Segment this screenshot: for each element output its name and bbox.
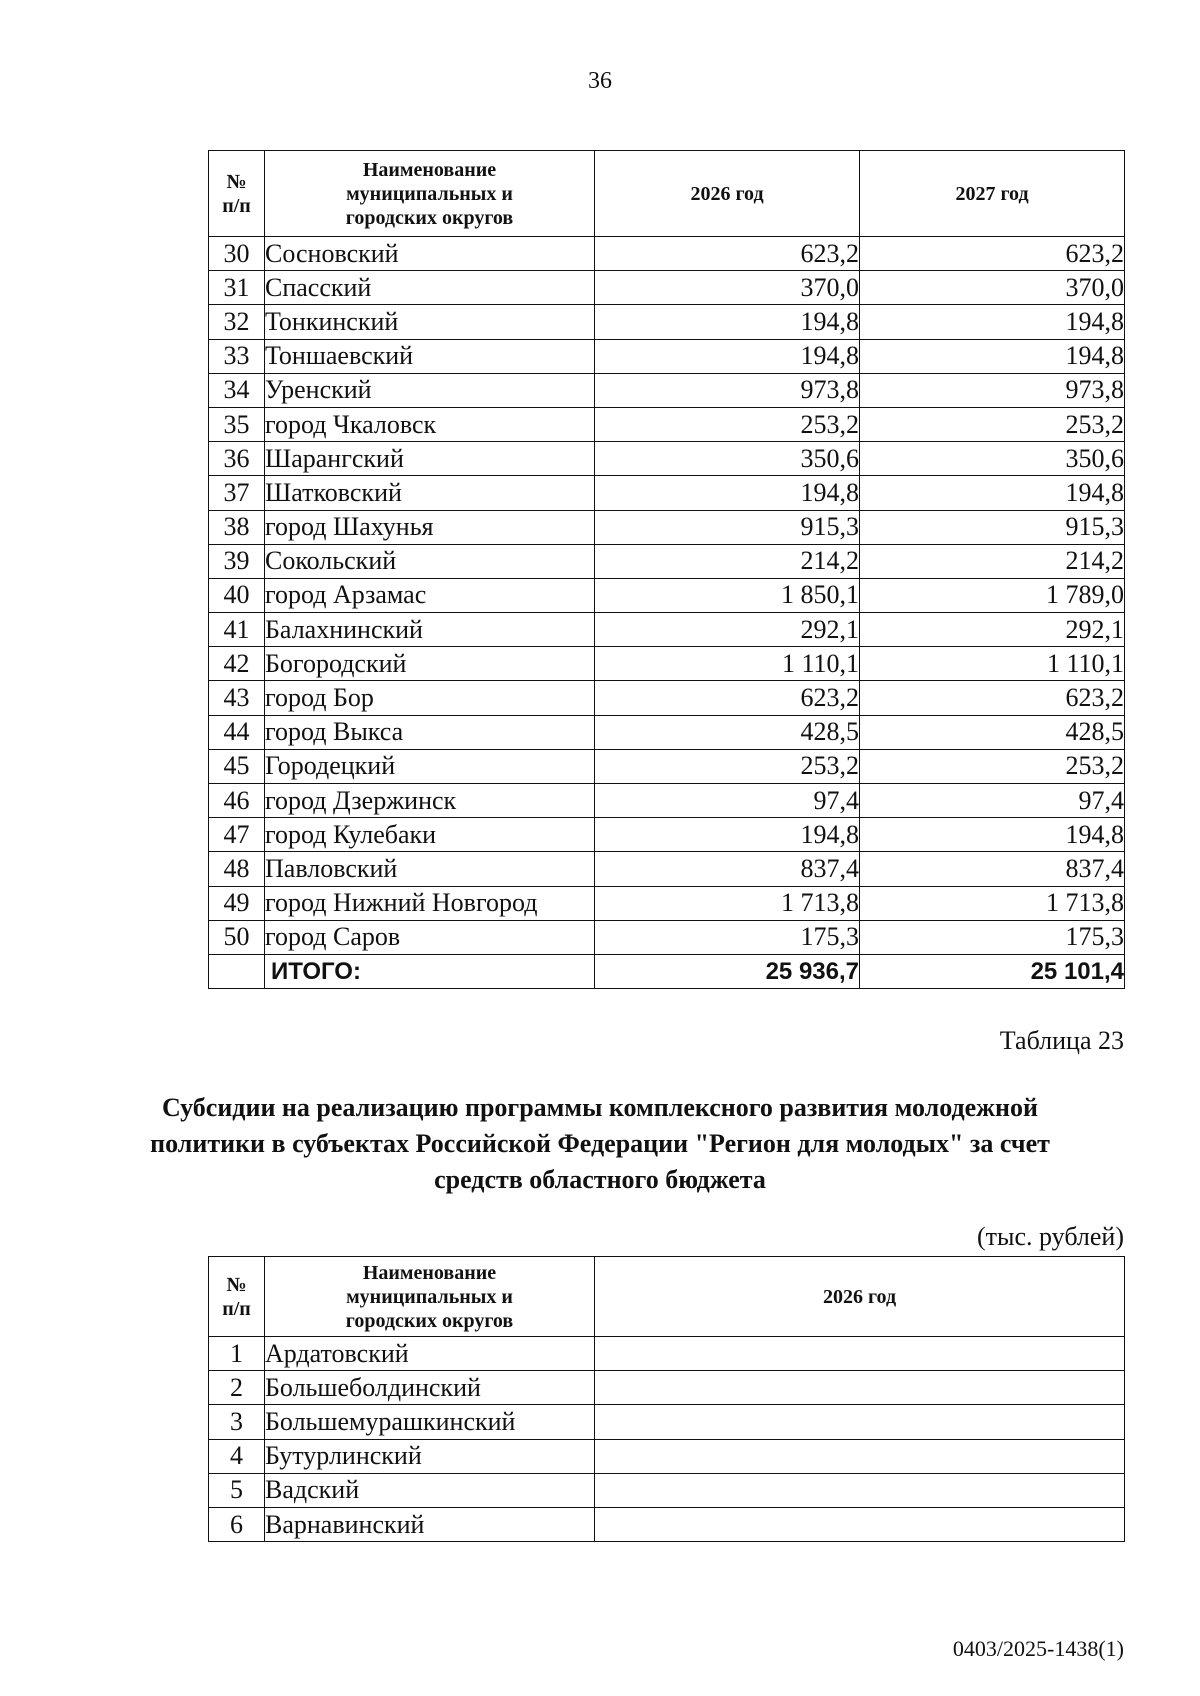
row-value-2026: 1 850,1 bbox=[595, 578, 860, 612]
table-row bbox=[209, 1337, 1125, 1371]
row-name: Большемурашкинский bbox=[265, 1405, 595, 1439]
table-label: Таблица 23 bbox=[999, 1026, 1124, 1055]
row-name: Ардатовский bbox=[265, 1337, 595, 1371]
row-value-2026: 370,0 bbox=[595, 271, 860, 305]
row-name: Городецкий bbox=[265, 749, 595, 783]
row-value-2026: 253,2 bbox=[595, 407, 860, 441]
row-name: Павловский bbox=[265, 852, 595, 886]
row-value-2027: 194,8 bbox=[860, 818, 1125, 852]
table-row bbox=[209, 1507, 1125, 1541]
table-header-row bbox=[209, 151, 1125, 237]
row-number: 41 bbox=[209, 613, 265, 647]
row-name: город Чкаловск bbox=[265, 407, 595, 441]
row-value-2026: 623,2 bbox=[595, 237, 860, 271]
header-name: Наименование муниципальных и городских округов bbox=[265, 151, 595, 237]
table-row bbox=[209, 305, 1125, 339]
table-row bbox=[209, 237, 1125, 271]
row-value-2026: 1 110,1 bbox=[595, 647, 860, 681]
row-value-2027: 837,4 bbox=[860, 852, 1125, 886]
row-name: Сосновский bbox=[265, 237, 595, 271]
document-code: 0403/2025-1438(1) bbox=[952, 1636, 1124, 1661]
row-number: 35 bbox=[209, 407, 265, 441]
row-number: 43 bbox=[209, 681, 265, 715]
table-row bbox=[209, 784, 1125, 818]
total-empty-cell bbox=[209, 954, 265, 988]
row-number: 6 bbox=[209, 1507, 265, 1541]
row-number: 48 bbox=[209, 852, 265, 886]
table-row bbox=[209, 476, 1125, 510]
row-value-2027: 292,1 bbox=[860, 613, 1125, 647]
row-number: 40 bbox=[209, 578, 265, 612]
table-row bbox=[209, 647, 1125, 681]
row-number: 36 bbox=[209, 442, 265, 476]
row-number: 31 bbox=[209, 271, 265, 305]
row-number: 38 bbox=[209, 510, 265, 544]
row-number: 32 bbox=[209, 305, 265, 339]
table-row bbox=[209, 1439, 1125, 1473]
row-value-2027: 350,6 bbox=[860, 442, 1125, 476]
row-value-2026: 214,2 bbox=[595, 544, 860, 578]
row-name: Сокольский bbox=[265, 544, 595, 578]
row-number: 50 bbox=[209, 920, 265, 954]
table-row bbox=[209, 818, 1125, 852]
row-number: 46 bbox=[209, 784, 265, 818]
funding-table-continued bbox=[208, 150, 1125, 989]
row-value-2027: 194,8 bbox=[860, 339, 1125, 373]
table-row bbox=[209, 442, 1125, 476]
row-value-2027: 175,3 bbox=[860, 920, 1125, 954]
row-name: Богородский bbox=[265, 647, 595, 681]
row-value-2027: 915,3 bbox=[860, 510, 1125, 544]
row-name: город Саров bbox=[265, 920, 595, 954]
page-number: 36 bbox=[588, 68, 612, 94]
row-name: Бутурлинский bbox=[265, 1439, 595, 1473]
row-value-2027: 253,2 bbox=[860, 749, 1125, 783]
total-value-2026: 25 936,7 bbox=[595, 954, 860, 988]
row-value-2026: 194,8 bbox=[595, 818, 860, 852]
row-name: Спасский bbox=[265, 271, 595, 305]
row-value-2027: 1 110,1 bbox=[860, 647, 1125, 681]
row-value-2027: 194,8 bbox=[860, 305, 1125, 339]
row-value-2027: 428,5 bbox=[860, 715, 1125, 749]
row-number: 30 bbox=[209, 237, 265, 271]
header-num: № п/п bbox=[209, 1257, 265, 1337]
row-value-2027: 1 713,8 bbox=[860, 886, 1125, 920]
row-number: 33 bbox=[209, 339, 265, 373]
row-value-2027: 214,2 bbox=[860, 544, 1125, 578]
row-value-2026 bbox=[595, 1337, 1125, 1371]
row-value-2026: 175,3 bbox=[595, 920, 860, 954]
row-number: 1 bbox=[209, 1337, 265, 1371]
row-number: 3 bbox=[209, 1405, 265, 1439]
total-row bbox=[209, 954, 1125, 988]
row-value-2026: 1 713,8 bbox=[595, 886, 860, 920]
table-row bbox=[209, 852, 1125, 886]
row-value-2027: 623,2 bbox=[860, 681, 1125, 715]
table2-body bbox=[209, 1337, 1125, 1542]
youth-policy-subsidy-table bbox=[208, 1256, 1125, 1542]
row-value-2026: 194,8 bbox=[595, 339, 860, 373]
row-name: город Шахунья bbox=[265, 510, 595, 544]
row-name: город Бор bbox=[265, 681, 595, 715]
table-title: Субсидии на реализацию программы комплексного развития молодежной политики в субъектах Российской Федерации "Регион для молодых" за счет средств областного бюджета bbox=[150, 1093, 1050, 1194]
total-label: ИТОГО: bbox=[265, 954, 595, 988]
header-2026: 2026 год bbox=[595, 151, 860, 237]
row-value-2026: 194,8 bbox=[595, 305, 860, 339]
row-name: город Арзамас bbox=[265, 578, 595, 612]
row-value-2027: 97,4 bbox=[860, 784, 1125, 818]
row-value-2026 bbox=[595, 1371, 1125, 1405]
table-row bbox=[209, 1473, 1125, 1507]
row-value-2026: 915,3 bbox=[595, 510, 860, 544]
row-number: 45 bbox=[209, 749, 265, 783]
row-name: Тонкинский bbox=[265, 305, 595, 339]
row-value-2026: 837,4 bbox=[595, 852, 860, 886]
table-row bbox=[209, 510, 1125, 544]
row-value-2026 bbox=[595, 1507, 1125, 1541]
row-value-2027: 623,2 bbox=[860, 237, 1125, 271]
row-name: Шатковский bbox=[265, 476, 595, 510]
row-value-2026: 973,8 bbox=[595, 373, 860, 407]
row-value-2026: 292,1 bbox=[595, 613, 860, 647]
row-number: 37 bbox=[209, 476, 265, 510]
row-name: Тоншаевский bbox=[265, 339, 595, 373]
row-value-2027: 1 789,0 bbox=[860, 578, 1125, 612]
row-name: Шарангский bbox=[265, 442, 595, 476]
table-row bbox=[209, 613, 1125, 647]
row-value-2026: 194,8 bbox=[595, 476, 860, 510]
row-name: Варнавинский bbox=[265, 1507, 595, 1541]
row-value-2026: 623,2 bbox=[595, 681, 860, 715]
row-name: Вадский bbox=[265, 1473, 595, 1507]
row-number: 2 bbox=[209, 1371, 265, 1405]
units-label: (тыс. рублей) bbox=[976, 1222, 1124, 1251]
row-value-2026: 97,4 bbox=[595, 784, 860, 818]
row-value-2026 bbox=[595, 1439, 1125, 1473]
table-row bbox=[209, 271, 1125, 305]
row-name: Балахнинский bbox=[265, 613, 595, 647]
row-number: 5 bbox=[209, 1473, 265, 1507]
table1-body bbox=[209, 237, 1125, 989]
row-number: 47 bbox=[209, 818, 265, 852]
row-value-2027: 370,0 bbox=[860, 271, 1125, 305]
table-row bbox=[209, 1371, 1125, 1405]
table-row bbox=[209, 339, 1125, 373]
row-name: город Кулебаки bbox=[265, 818, 595, 852]
header-2026: 2026 год bbox=[595, 1257, 1125, 1337]
header-2027: 2027 год bbox=[860, 151, 1125, 237]
table-row bbox=[209, 749, 1125, 783]
header-name: Наименование муниципальных и городских округов bbox=[265, 1257, 595, 1337]
row-value-2026: 350,6 bbox=[595, 442, 860, 476]
table-row bbox=[209, 715, 1125, 749]
header-num: № п/п bbox=[209, 151, 265, 237]
row-value-2026: 253,2 bbox=[595, 749, 860, 783]
row-number: 44 bbox=[209, 715, 265, 749]
table-row bbox=[209, 544, 1125, 578]
row-value-2027: 973,8 bbox=[860, 373, 1125, 407]
table-row bbox=[209, 407, 1125, 441]
row-value-2026 bbox=[595, 1405, 1125, 1439]
table-row bbox=[209, 886, 1125, 920]
row-value-2026 bbox=[595, 1473, 1125, 1507]
table-header-row bbox=[209, 1257, 1125, 1337]
table-row bbox=[209, 681, 1125, 715]
row-name: город Нижний Новгород bbox=[265, 886, 595, 920]
row-name: город Дзержинск bbox=[265, 784, 595, 818]
row-name: Большеболдинский bbox=[265, 1371, 595, 1405]
row-value-2027: 253,2 bbox=[860, 407, 1125, 441]
table-row bbox=[209, 578, 1125, 612]
row-name: Уренский bbox=[265, 373, 595, 407]
row-number: 4 bbox=[209, 1439, 265, 1473]
table-row bbox=[209, 920, 1125, 954]
table-row bbox=[209, 373, 1125, 407]
row-value-2027: 194,8 bbox=[860, 476, 1125, 510]
row-number: 42 bbox=[209, 647, 265, 681]
row-value-2026: 428,5 bbox=[595, 715, 860, 749]
row-number: 34 bbox=[209, 373, 265, 407]
row-name: город Выкса bbox=[265, 715, 595, 749]
total-value-2027: 25 101,4 bbox=[860, 954, 1125, 988]
row-number: 49 bbox=[209, 886, 265, 920]
row-number: 39 bbox=[209, 544, 265, 578]
table-row bbox=[209, 1405, 1125, 1439]
